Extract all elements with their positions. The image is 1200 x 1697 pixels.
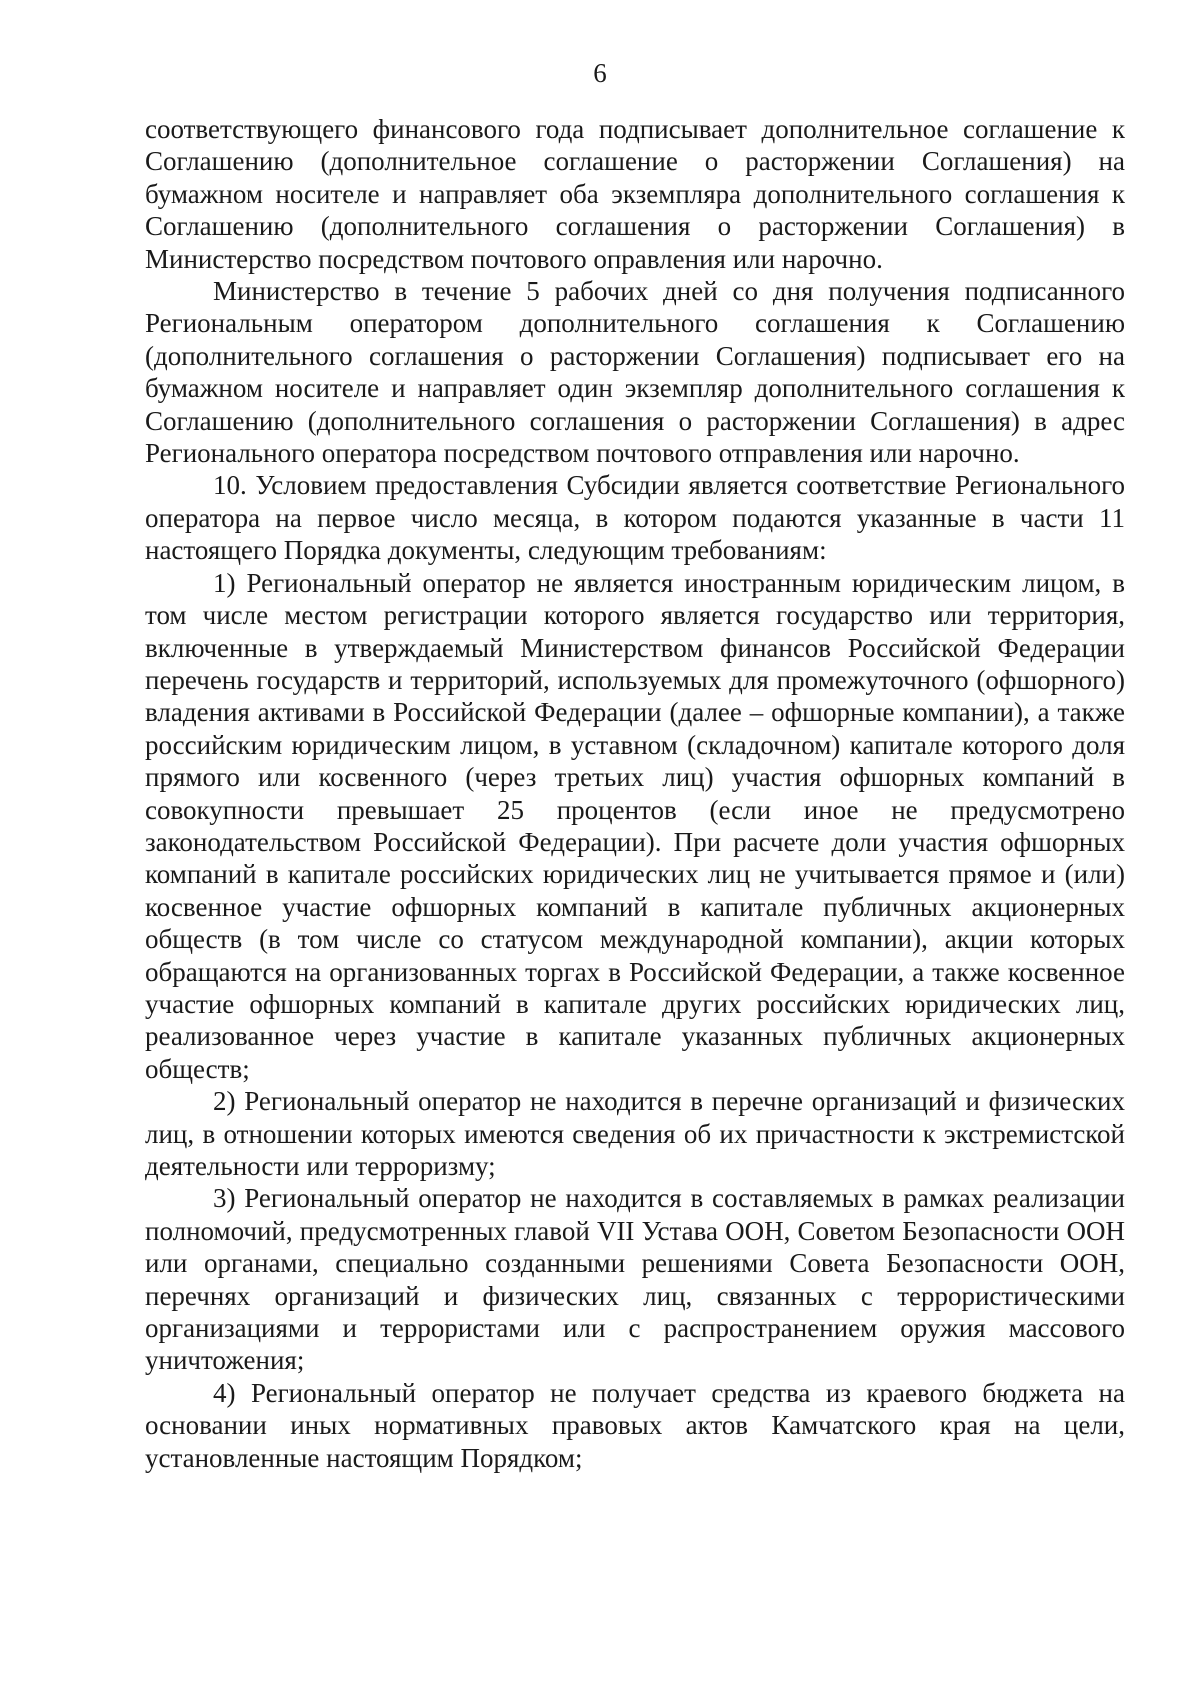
paragraph-continuation: соответствующего финансового года подписывает дополнительное соглашение к Соглашению (дополнительное соглашение о расторжении Соглашения) на бумажном носителе и направляет оба экземпляра дополнительного соглашения к Соглашению (дополнительного соглашения о расторжении Соглашения) в Министерство посредством почтового оправления или нарочно. xyxy=(145,114,1125,274)
paragraph-requirement-3: 3) Региональный оператор не находится в составляемых в рамках реализации полномочий, предусмотренных главой VII Устава ООН, Советом Безопасности ООН или органами, специально созданными решениями Совета Безопасности ООН, перечнях организаций и физических лиц, связанных с террористическими организациями и террористами или с распространением оружия массового уничтожения; xyxy=(145,1183,1125,1376)
paragraph-ministry-signing: Министерство в течение 5 рабочих дней со дня получения подписанного Региональным оператором дополнительного соглашения к Соглашению (дополнительного соглашения о расторжении Соглашения) подписывает его на бумажном носителе и направляет один экземпляр дополнительного соглашения к Соглашению (дополнительного соглашения о расторжении Соглашения) в адрес Регионального оператора посредством почтового отправления или нарочно. xyxy=(145,276,1125,469)
document-body xyxy=(145,113,1125,1474)
paragraph-requirement-1: 1) Региональный оператор не является иностранным юридическим лицом, в том числе местом регистрации которого является государство или территория, включенные в утверждаемый Министерством финансов Российской Федерации перечень государств и территорий, используемых для промежуточного (офшорного) владения активами в Российской Федерации (далее – офшорные компании), а также российским юридическим лицом, в уставном (складочном) капитале которого доля прямого или косвенного (через третьих лиц) участия офшорных компаний в совокупности превышает 25 процентов (если иное не предусмотрено законодательством Российской Федерации). При расчете доли участия офшорных компаний в капитале российских юридических лиц не учитывается прямое и (или) косвенное участие офшорных компаний в капитале публичных акционерных обществ (в том числе со статусом международной компании), акции которых обращаются на организованных торгах в Российской Федерации, а также косвенное участие офшорных компаний в капитале других российских юридических лиц, реализованное через участие в капитале указанных публичных акционерных обществ; xyxy=(145,567,1125,1084)
paragraph-requirement-4: 4) Региональный оператор не получает средства из краевого бюджета на основании иных нормативных правовых актов Камчатского края на цели, установленные настоящим Порядком; xyxy=(145,1377,1125,1473)
page-number: 6 xyxy=(593,58,607,88)
paragraph-requirement-2: 2) Региональный оператор не находится в перечне организаций и физических лиц, в отношении которых имеются сведения об их причастности к экстремистской деятельности или терроризму; xyxy=(145,1086,1125,1181)
paragraph-clause-10: 10. Условием предоставления Субсидии является соответствие Регионального оператора на первое число месяца, в котором подаются указанные в части 11 настоящего Порядка документы, следующим требованиям: xyxy=(145,470,1125,566)
